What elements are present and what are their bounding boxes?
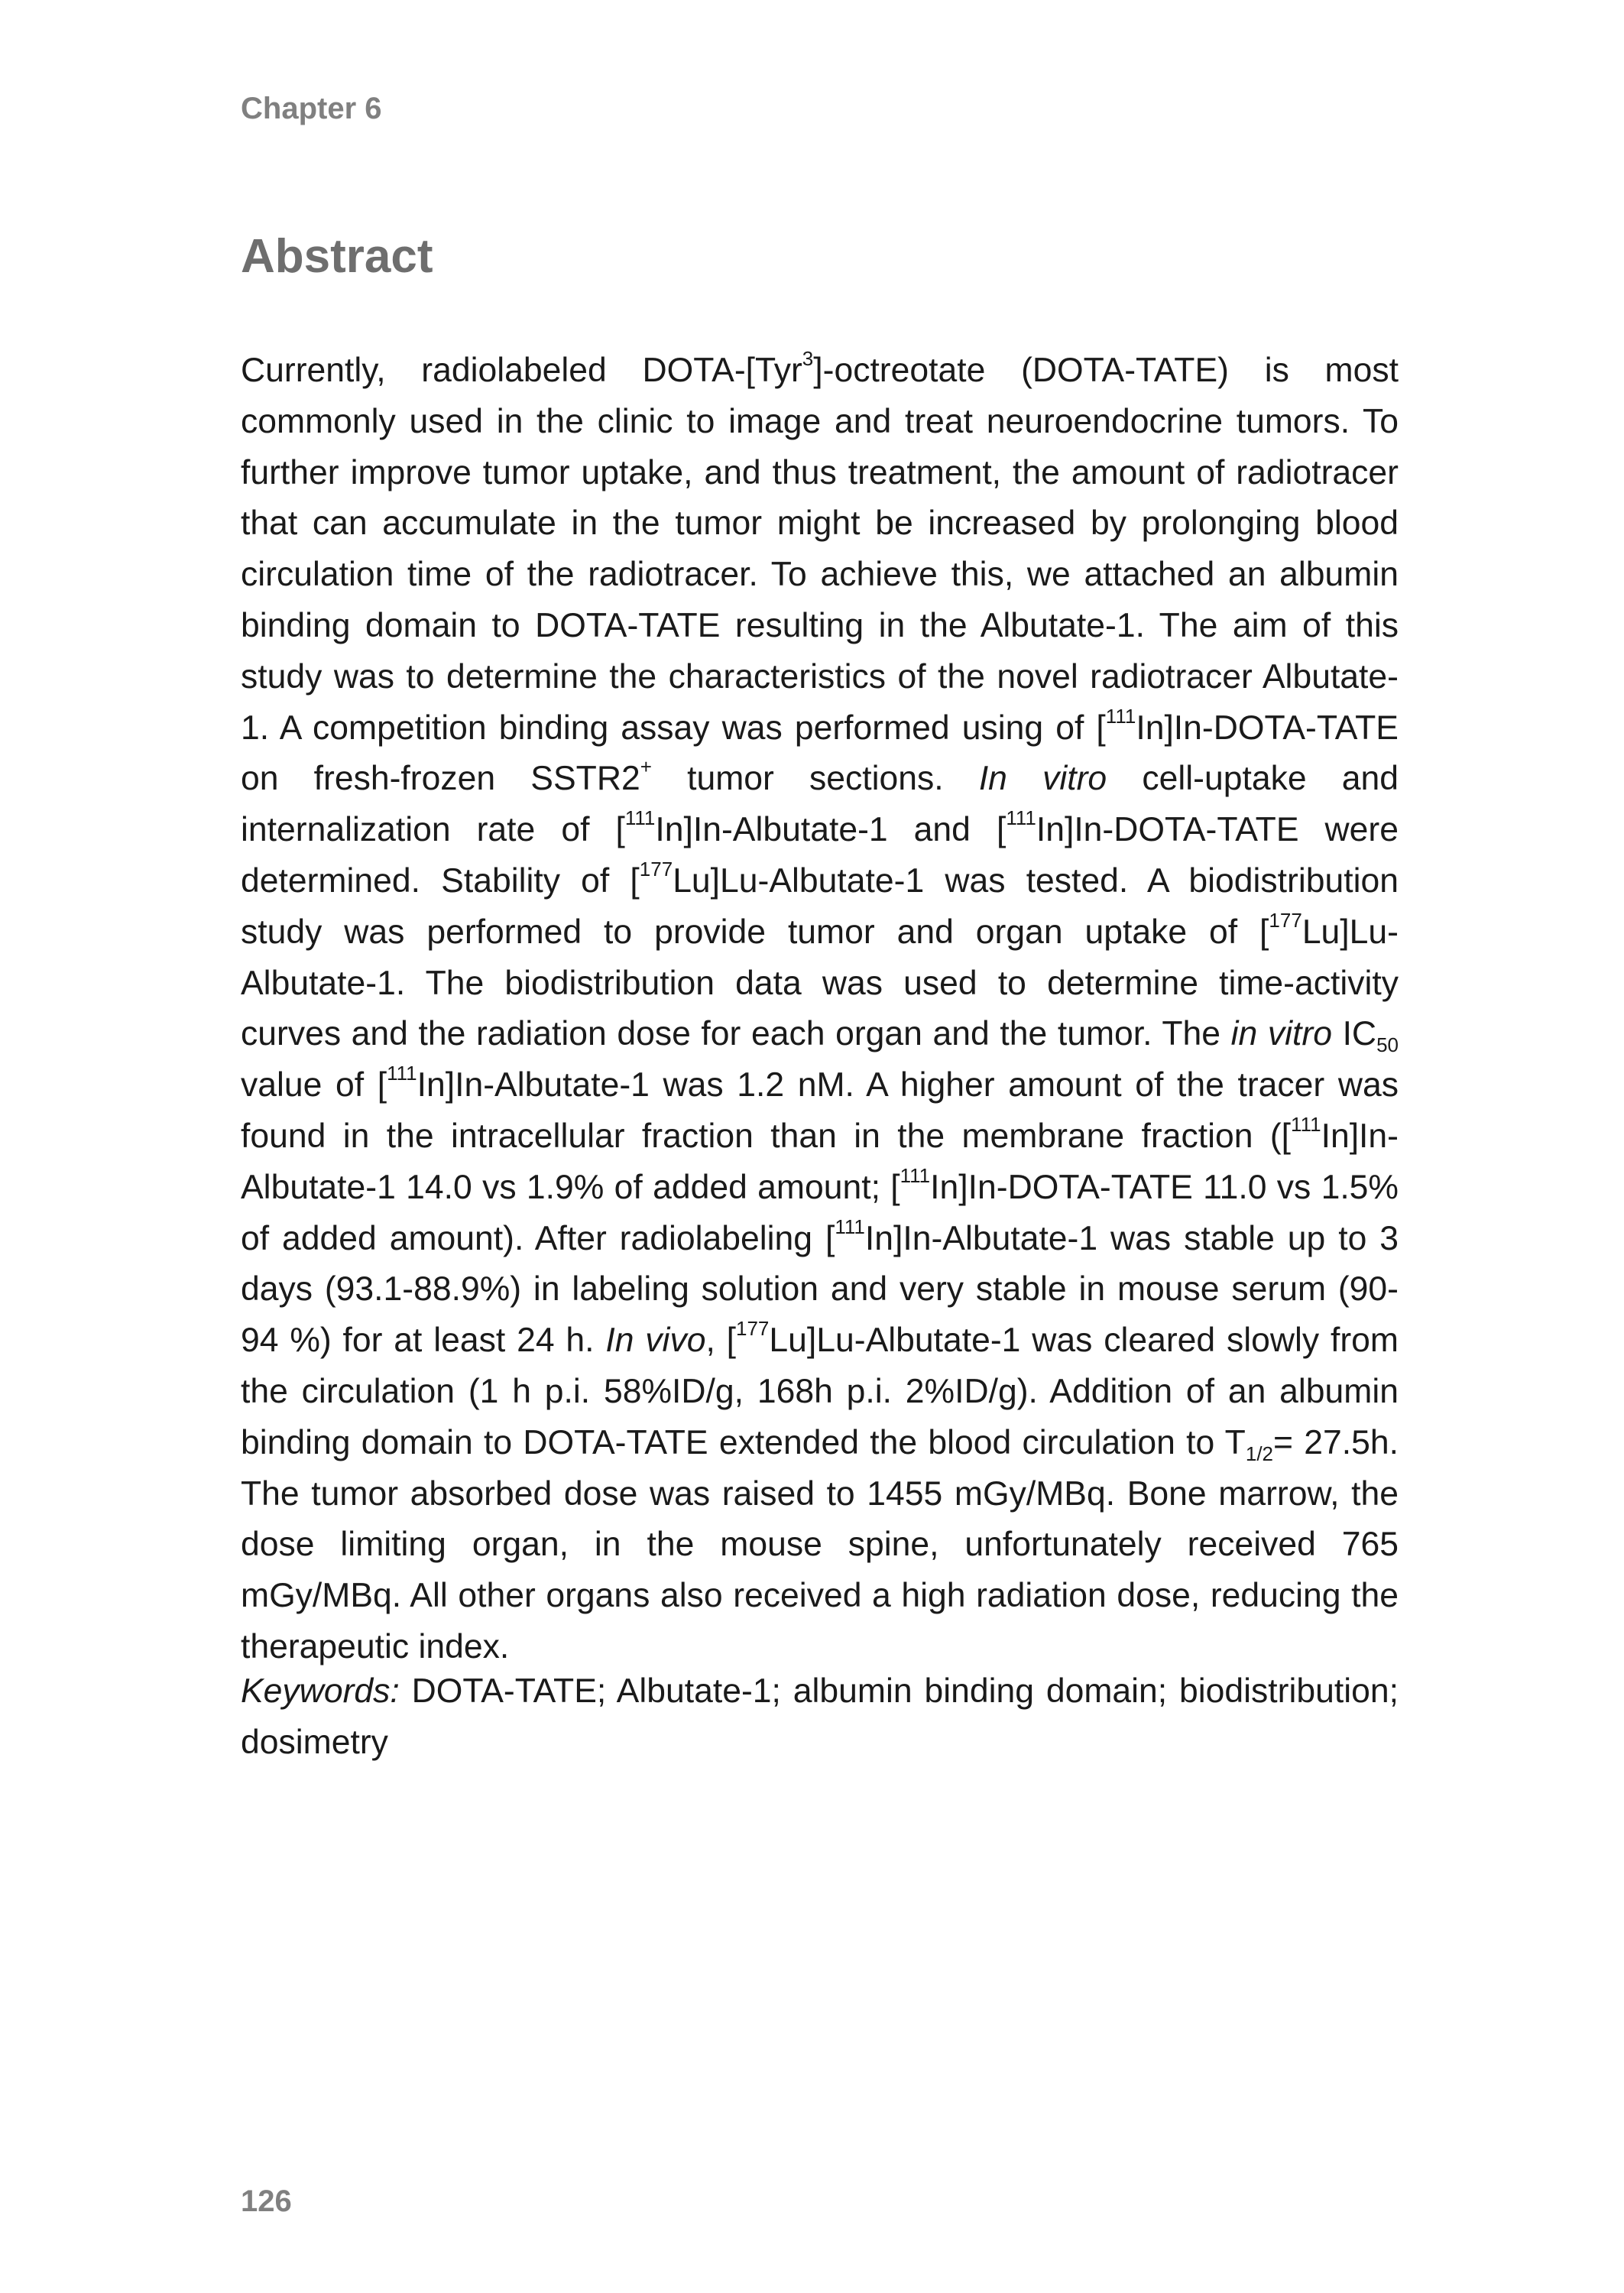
running-head: Chapter 6 [241,92,382,125]
abstract-text: = 27.5h. The tumor absorbed dose was raised to 1455 mGy/MBq. Bone marrow, the dose limiting organ, in the mouse spine, unfortunately received 765 mGy/MBq. All other organs also received a high radiation dose, reducing the therapeutic index. [241,1423,1399,1665]
abstract-text: , [ [705,1322,736,1360]
abstract-text: Lu]Lu-Albutate-1 was cleared slowly from the circulation (1 h p.i. 58%ID/g, 168h p.i. 2%ID/g). Addition of an albumin binding domain to DOTA-TATE extended the blood circulation to T [241,1322,1399,1461]
superscript: 111 [1006,806,1036,830]
abstract-body [241,345,1399,1673]
superscript: 111 [900,1163,931,1187]
abstract-text: In]In-DOTA-TATE on fresh-frozen SSTR2 [241,709,1399,798]
italic-term: In vitro [978,760,1107,798]
keywords [241,1666,1399,1769]
superscript: + [640,755,652,779]
subscript: 1/2 [1245,1442,1274,1465]
abstract-text: In]In-Albutate-1 and [ [655,811,1006,849]
abstract-text: IC [1331,1015,1377,1053]
abstract-text: In]In-Albutate-1 was 1.2 nM. A higher amount of the tracer was found in the intracellular fraction than in the membrane fraction ([ [241,1066,1399,1155]
superscript: 177 [639,858,673,881]
superscript: 111 [387,1062,417,1085]
superscript: 177 [1269,908,1302,932]
abstract-text: In]In-DOTA-TATE were determined. Stability of [ [241,811,1399,900]
superscript: 3 [802,347,814,371]
superscript: 111 [624,806,656,830]
italic-term: in vitro [1230,1015,1332,1053]
superscript: 177 [736,1317,770,1341]
keywords-label: Keywords: [241,1672,400,1710]
abstract-text: Lu]Lu-Albutate-1. The biodistribution data was used to determine time-activity curves and the radiation dose for each organ and the tumor. The [241,913,1399,1053]
superscript: 111 [835,1215,865,1238]
abstract-text: In]In-DOTA-TATE 11.0 vs 1.5% of added amount). After radiolabeling [ [241,1168,1399,1257]
abstract-text: ]-octreotate (DOTA-TATE) is most commonly used in the clinic to image and treat neuroendocrine tumors. To further improve tumor uptake, and thus treatment, the amount of radiotracer that can accumulate in the tumor might be increased by prolonging blood circulation time of the radiotracer. To achieve this, we attached an albumin binding domain to DOTA-TATE resulting in the Albutate-1. The aim of this study was to determine the characteristics of the novel radiotracer Albutate-1. A competition binding assay was performed using of [ [241,352,1399,747]
section-title: Abstract [241,230,433,283]
abstract-text: value of [ [241,1066,387,1104]
abstract-text: tumor sections. [651,760,979,798]
abstract-text: Lu]Lu-Albutate-1 was tested. A biodistribution study was performed to provide tumor and organ uptake of [ [241,861,1399,951]
page-number: 126 [241,2184,292,2218]
superscript: 111 [1105,704,1136,728]
abstract-text: In]In-Albutate-1 14.0 vs 1.9% of added amount; [ [241,1117,1399,1206]
keywords-text: DOTA-TATE; Albutate-1; albumin binding domain; biodistribution; dosimetry [241,1672,1399,1761]
abstract-text: Currently, radiolabeled DOTA-[Tyr [241,352,802,389]
abstract-text: cell-uptake and internalization rate of [ [241,760,1399,849]
superscript: 111 [1291,1113,1321,1137]
abstract-text: In]In-Albutate-1 was stable up to 3 days (93.1-88.9%) in labeling solution and very stable in mouse serum (90-94 %) for at least 24 h. [241,1219,1399,1360]
subscript: 50 [1376,1033,1399,1057]
italic-term: In vivo [605,1322,706,1360]
